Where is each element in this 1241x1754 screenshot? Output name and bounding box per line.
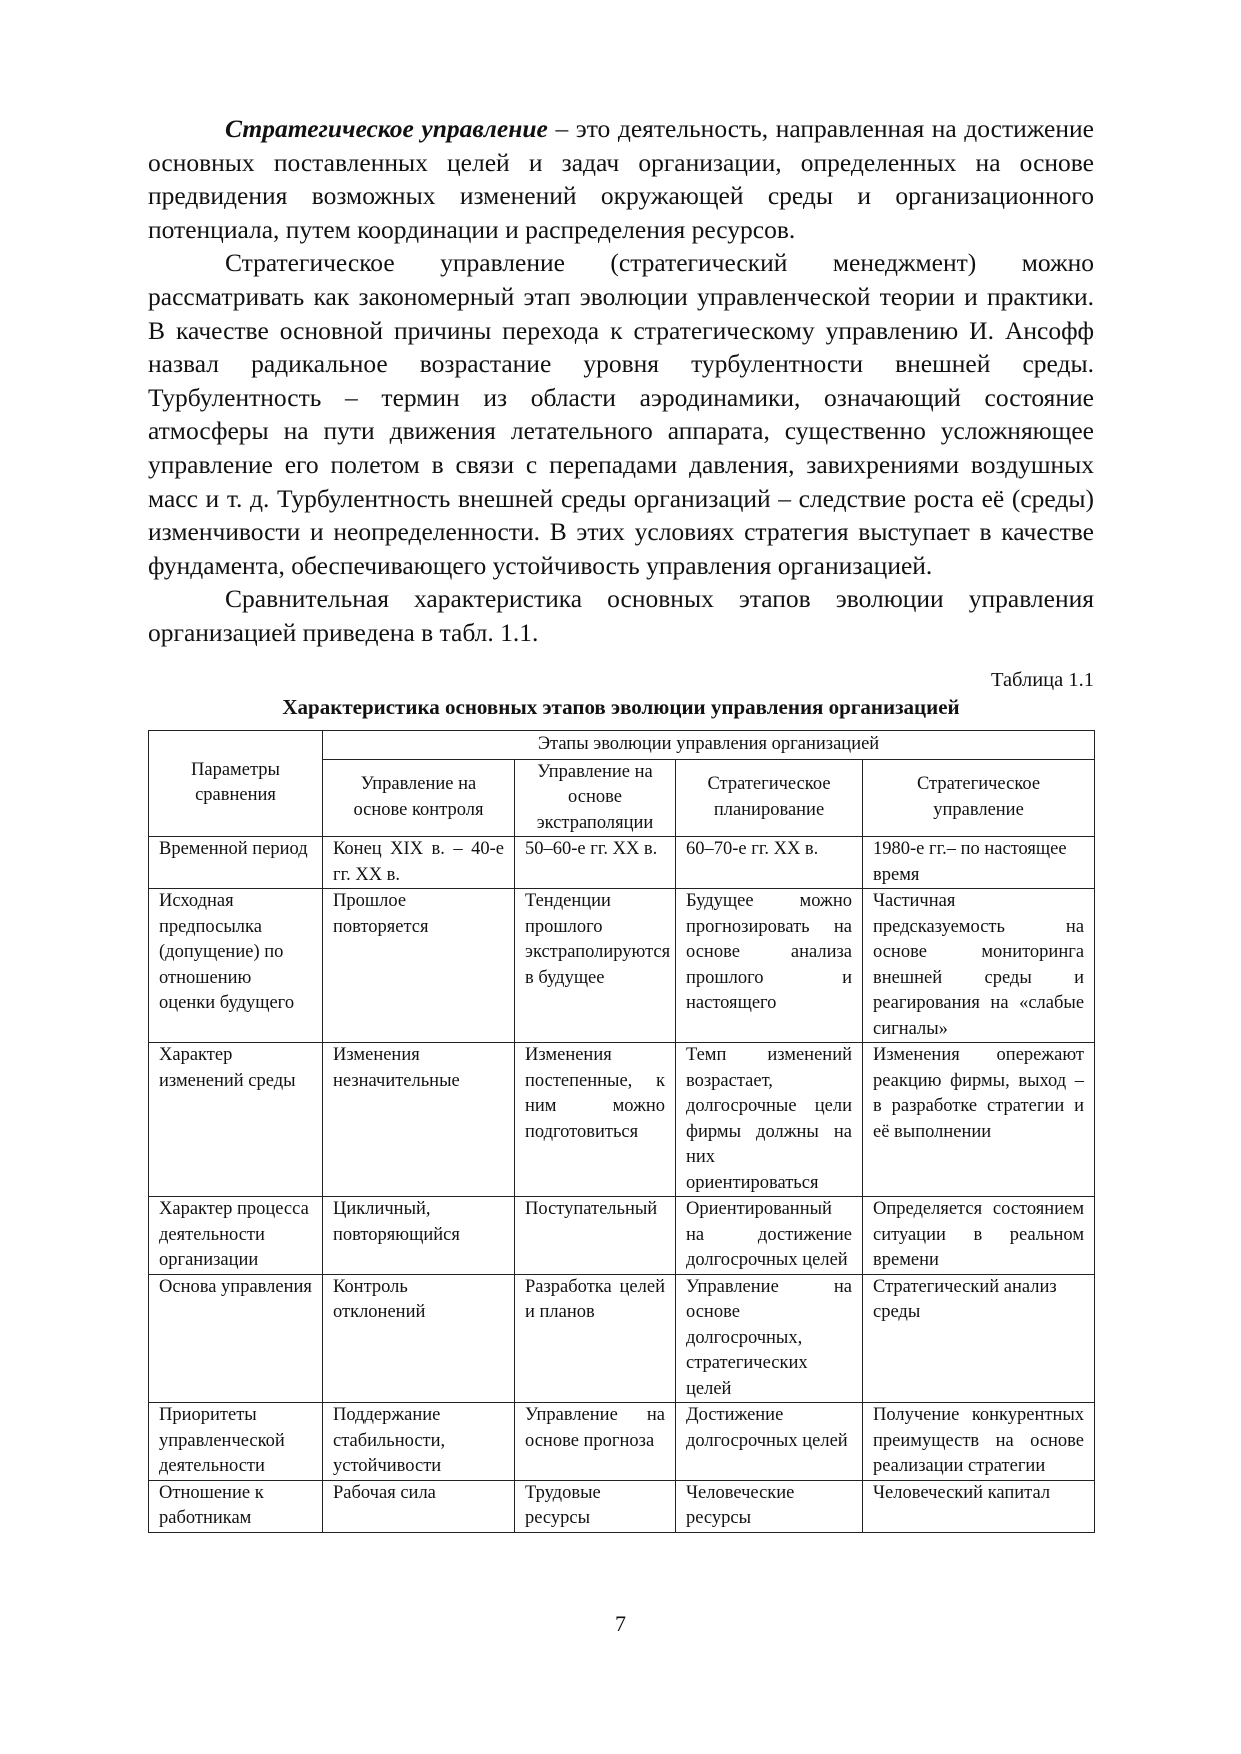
table-cell: Изменения незначительные — [323, 1043, 515, 1197]
stage-header: Управление на основе экстраполяции — [515, 759, 676, 837]
table-number: Таблица 1.1 — [990, 668, 1094, 691]
table-cell: Человеческие ресурсы — [676, 1480, 863, 1532]
table-cell: Человеческий капитал — [863, 1480, 1095, 1532]
table-cell: Изменения постепенные, к ним можно подготовиться — [515, 1043, 676, 1197]
table-row — [149, 889, 1095, 1043]
paragraph-evolution: Стратегическое управление (стратегический менеджмент) можно рассматривать как закономерный этап эволюции управленческой теории и практики. В качестве основной причины перехода к стратегическому управлению И. Ансофф назвал радикальное возрастание уровня турбулентности внешней среды. Турбулентность – термин из области аэродинамики, означающий состояние атмосферы на пути движения летательного аппарата, существенно усложняющее управление его полетом в связи с перепадами давления, завихрениями воздушных масс и т. д. Турбулентность внешней среды организаций – следствие роста её (среды) изменчивости и неопределенности. В этих условиях стратегия выступает в качестве фундамента, обеспечивающего устойчивость управления организацией. — [148, 248, 1094, 580]
table-row — [149, 1403, 1095, 1481]
paragraph-definition — [148, 112, 1094, 246]
table-cell: Частичная предсказуемость на основе мониторинга внешней среды и реагирования на «слабые сигналы» — [863, 889, 1095, 1043]
stage-header: Стратегическое планирование — [676, 759, 863, 837]
table-row — [149, 837, 1095, 889]
table-cell: Достижение долгосрочных целей — [676, 1403, 863, 1481]
row-param: Характер изменений среды — [149, 1043, 323, 1197]
evolution-table — [148, 730, 1095, 1533]
table-cell: Будущее можно прогнозировать на основе анализа прошлого и настоящего — [676, 889, 863, 1043]
row-param: Характер процесса деятельности организации — [149, 1197, 323, 1275]
table-cell: Разработка целей и планов — [515, 1274, 676, 1403]
row-param: Отношение к работникам — [149, 1480, 323, 1532]
table-cell: Конец XIX в. – 40-е гг. XX в. — [323, 837, 515, 889]
term-strategic-management: Стратегическое управление — [225, 114, 548, 143]
table-row — [149, 1197, 1095, 1275]
table-cell: 1980-е гг.– по настоящее время — [863, 837, 1095, 889]
table-cell: Поступательный — [515, 1197, 676, 1275]
table-cell: Стратегический анализ среды — [863, 1274, 1095, 1403]
table-row — [149, 1274, 1095, 1403]
table-row — [149, 1043, 1095, 1197]
row-param: Временной период — [149, 837, 323, 889]
table-cell: Прошлое повторяется — [323, 889, 515, 1043]
table-row — [149, 1480, 1095, 1532]
definition-text: – это деятельность, направленная на достижение основных поставленных целей и задач организации, определенных на основе предвидения возможных изменений окружающей среды и организационного потенциала, путем координации и распределения ресурсов. — [148, 114, 1094, 244]
table-cell: 50–60-е гг. XX в. — [515, 837, 676, 889]
table-cell: Трудовые ресурсы — [515, 1480, 676, 1532]
table-cell: Управление на основе прогноза — [515, 1403, 676, 1481]
page-body — [148, 112, 1094, 1533]
table-header-row — [149, 730, 1095, 759]
paragraph-table-reference: Сравнительная характеристика основных этапов эволюции управления организацией приведена в табл. 1.1. — [148, 584, 1094, 647]
table-cell: Поддержание стабильности, устойчивости — [323, 1403, 515, 1481]
table-cell: Цикличный, повторяющийся — [323, 1197, 515, 1275]
table-cell: Управление на основе долгосрочных, стратегических целей — [676, 1274, 863, 1403]
param-header: Параметры сравнения — [149, 730, 323, 837]
table-title: Характеристика основных этапов эволюции управления организацией — [282, 694, 960, 719]
table-cell: Контроль отклонений — [323, 1274, 515, 1403]
stage-header: Стратегическое управление — [863, 759, 1095, 837]
table-cell: Ориентированный на достижение долгосрочных целей — [676, 1197, 863, 1275]
row-param: Основа управления — [149, 1274, 323, 1403]
table-cell: Рабочая сила — [323, 1480, 515, 1532]
table-cell: Тенденции прошлого экстраполируются в будущее — [515, 889, 676, 1043]
table-cell: 60–70-е гг. XX в. — [676, 837, 863, 889]
page-number: 7 — [615, 1611, 626, 1636]
table-cell: Определяется состоянием ситуации в реальном времени — [863, 1197, 1095, 1275]
stage-header: Управление на основе контроля — [323, 759, 515, 837]
row-param: Приоритеты управленческой деятельности — [149, 1403, 323, 1481]
table-cell: Изменения опережают реакцию фирмы, выход – в разработке стратегии и её выполнении — [863, 1043, 1095, 1197]
table-cell: Темп изменений возрастает, долгосрочные цели фирмы должны на них ориентироваться — [676, 1043, 863, 1197]
row-param: Исходная предпосылка (допущение) по отношению оценки будущего — [149, 889, 323, 1043]
group-header: Этапы эволюции управления организацией — [323, 730, 1095, 759]
table-cell: Получение конкурентных преимуществ на основе реализации стратегии — [863, 1403, 1095, 1481]
